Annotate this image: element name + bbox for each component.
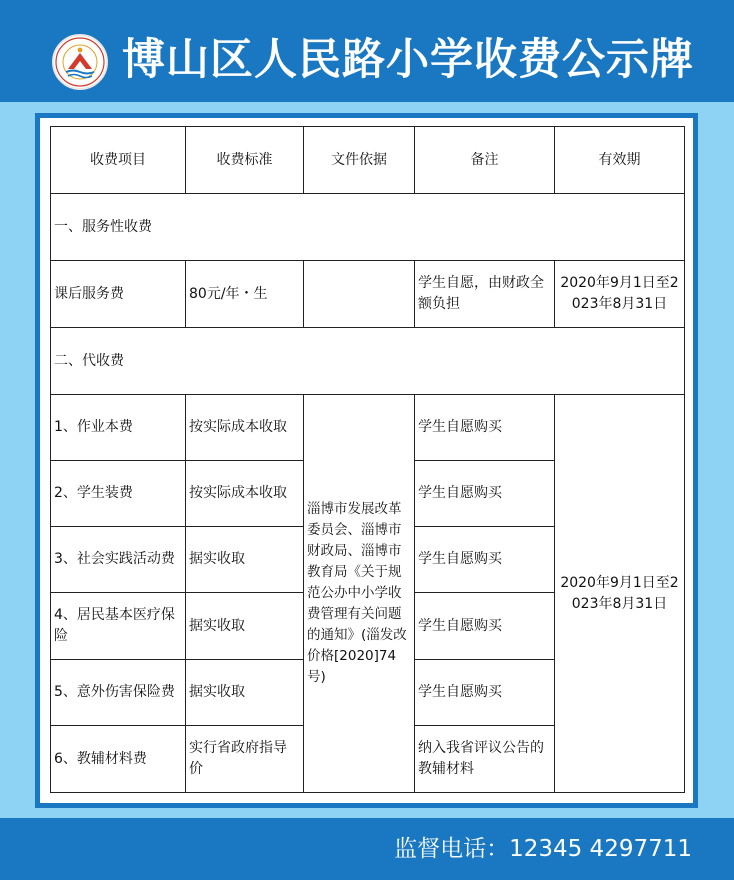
column-header: 收费项目 — [51, 127, 186, 194]
column-header: 有效期 — [555, 127, 685, 194]
table-row — [51, 261, 685, 328]
fee-item: 3、社会实践活动费 — [51, 527, 186, 593]
column-header: 备注 — [415, 127, 555, 194]
fee-item: 6、教辅材料费 — [51, 726, 186, 793]
fee-remark: 学生自愿购买 — [415, 527, 555, 593]
fee-item: 4、居民基本医疗保险 — [51, 593, 186, 660]
divider-strip — [0, 102, 734, 110]
section-label: 一、服务性收费 — [51, 194, 685, 261]
header-bar — [0, 0, 734, 102]
fee-standard: 80元/年・生 — [186, 261, 304, 328]
table-header-row — [51, 127, 685, 194]
fee-standard: 按实际成本收取 — [186, 461, 304, 527]
fee-document — [304, 261, 415, 328]
table-row — [51, 395, 685, 461]
supervision-phone: 监督电话：12345 4297711 — [394, 836, 692, 862]
fee-document: 淄博市发展改革委员会、淄博市财政局、淄博市教育局《关于规范公办中小学收费管理有关问题的通知》(淄发改价格[2020]74号) — [304, 395, 415, 793]
fee-remark: 学生自愿，由财政全额负担 — [415, 261, 555, 328]
fee-standard: 据实收取 — [186, 660, 304, 726]
fee-validity: 2020年9月1日至2023年8月31日 — [555, 395, 685, 793]
section-row — [51, 328, 685, 395]
fee-remark: 学生自愿购买 — [415, 593, 555, 660]
fee-remark: 纳入我省评议公告的教辅材料 — [415, 726, 555, 793]
fee-remark: 学生自愿购买 — [415, 395, 555, 461]
fee-remark: 学生自愿购买 — [415, 461, 555, 527]
fee-validity: 2020年9月1日至2023年8月31日 — [555, 261, 685, 328]
column-header: 收费标准 — [186, 127, 304, 194]
fee-standard: 据实收取 — [186, 593, 304, 660]
fee-standard: 实行省政府指导价 — [186, 726, 304, 793]
page-title: 博山区人民路小学收费公示牌 — [122, 35, 694, 85]
fee-item: 课后服务费 — [51, 261, 186, 328]
fee-item: 2、学生装费 — [51, 461, 186, 527]
school-emblem-icon — [52, 34, 108, 90]
section-row — [51, 194, 685, 261]
fee-standard: 据实收取 — [186, 527, 304, 593]
fee-standard: 按实际成本收取 — [186, 395, 304, 461]
fee-table — [50, 126, 685, 793]
section-label: 二、代收费 — [51, 328, 685, 395]
fee-item: 1、作业本费 — [51, 395, 186, 461]
fee-remark: 学生自愿购买 — [415, 660, 555, 726]
column-header: 文件依据 — [304, 127, 415, 194]
fee-item: 5、意外伤害保险费 — [51, 660, 186, 726]
footer-bar — [0, 818, 734, 880]
